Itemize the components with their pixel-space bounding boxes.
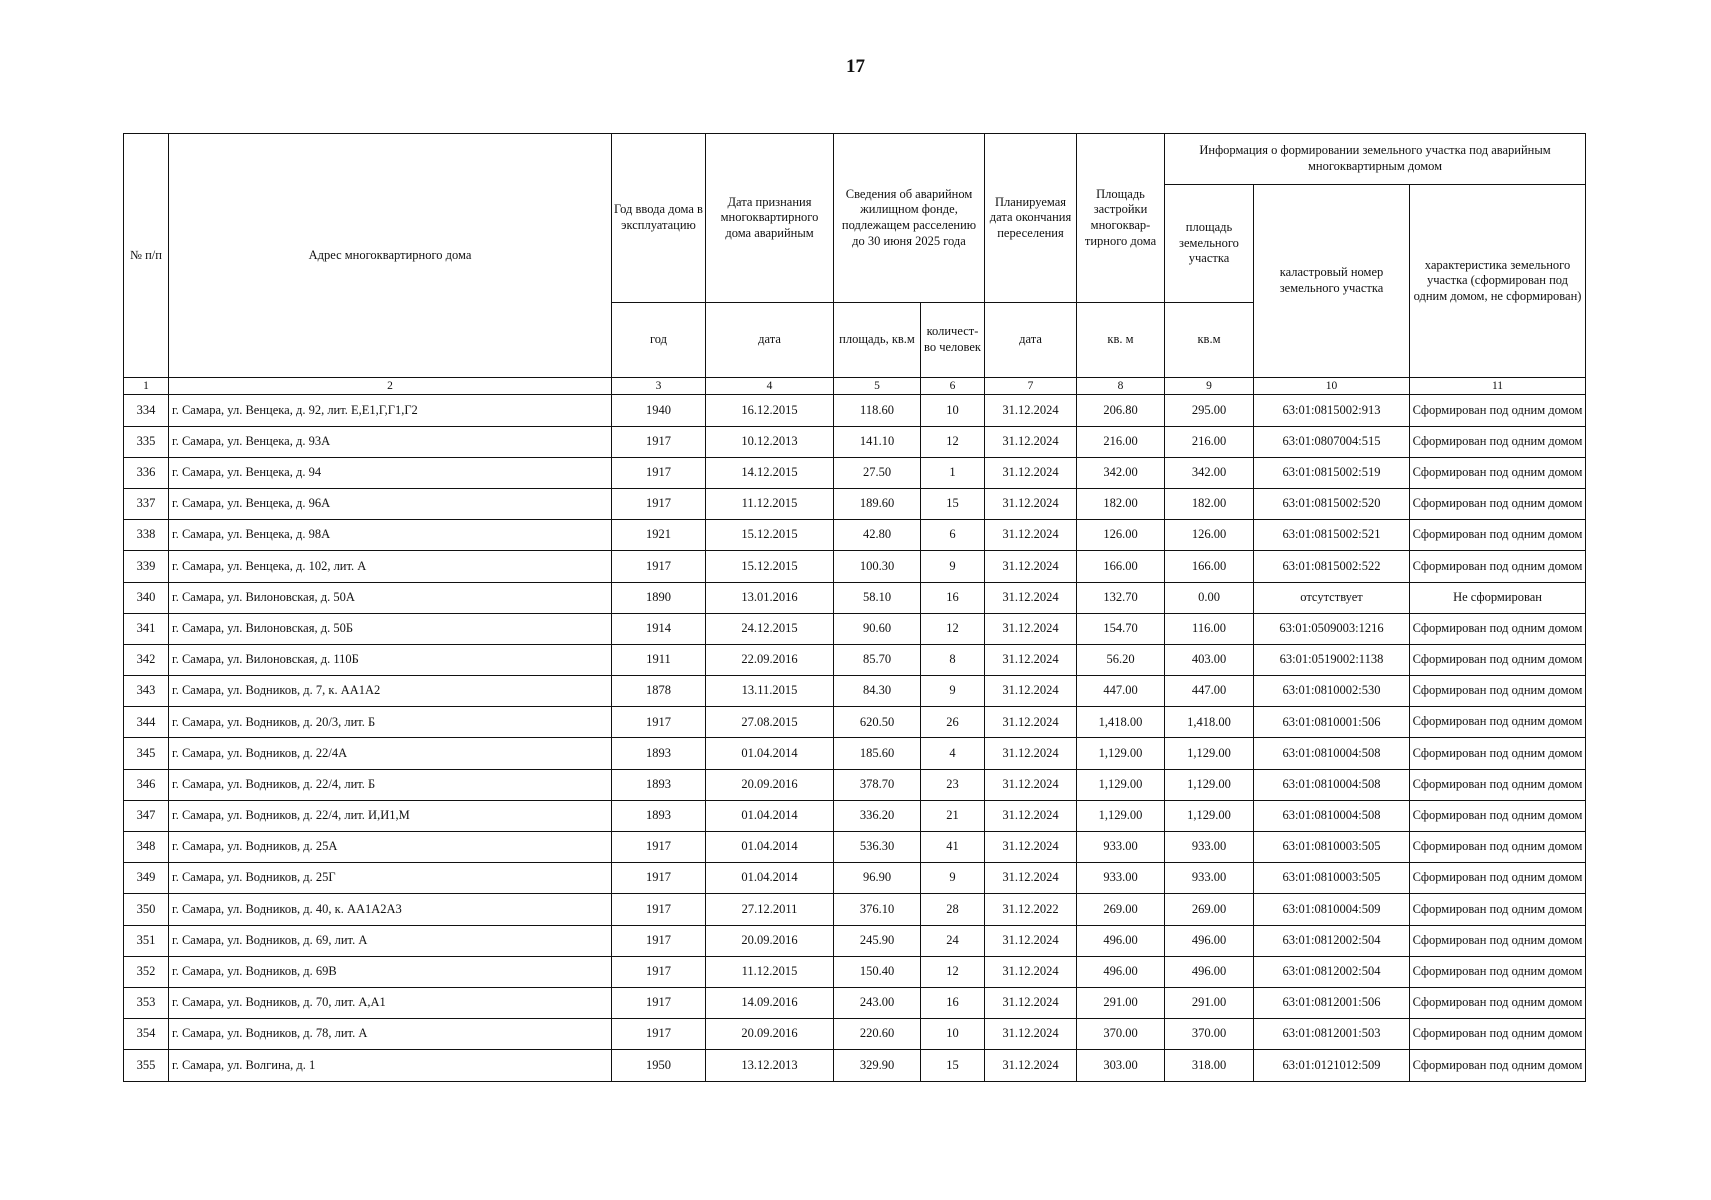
column-number: 2: [169, 378, 612, 395]
cell-land-status: Сформирован под одним домом: [1410, 832, 1586, 863]
cell-year-built: 1917: [612, 707, 706, 738]
cell-emergency-area: 58.10: [834, 582, 921, 613]
cell-land-status: Сформирован под одним домом: [1410, 426, 1586, 457]
cell-address: г. Самара, ул. Водников, д. 70, лит. А,А1: [169, 987, 612, 1018]
cell-land-status: Сформирован под одним домом: [1410, 956, 1586, 987]
cell-land-status: Сформирован под одним домом: [1410, 800, 1586, 831]
cell-recognition-date: 27.08.2015: [706, 707, 834, 738]
cell-cadastral-number: 63:01:0810001:506: [1254, 707, 1410, 738]
cell-emergency-area: 141.10: [834, 426, 921, 457]
cell-year-built: 1917: [612, 551, 706, 582]
cell-planned-date: 31.12.2024: [985, 956, 1077, 987]
cell-recognition-date: 11.12.2015: [706, 488, 834, 519]
cell-people-count: 9: [921, 863, 985, 894]
cell-year-built: 1917: [612, 987, 706, 1018]
cell-land-status: Сформирован под одним домом: [1410, 1019, 1586, 1050]
cell-building-area: 933.00: [1077, 832, 1165, 863]
cell-emergency-area: 96.90: [834, 863, 921, 894]
cell-address: г. Самара, ул. Водников, д. 25Г: [169, 863, 612, 894]
cell-row-number: 342: [124, 644, 169, 675]
cell-address: г. Самара, ул. Водников, д. 22/4, лит. Б: [169, 769, 612, 800]
cell-year-built: 1917: [612, 488, 706, 519]
cell-planned-date: 31.12.2024: [985, 457, 1077, 488]
cell-cadastral-number: 63:01:0815002:913: [1254, 395, 1410, 426]
cell-year-built: 1917: [612, 426, 706, 457]
table-row: [124, 457, 1586, 488]
cell-building-area: 1,129.00: [1077, 800, 1165, 831]
cell-cadastral-number: 63:01:0815002:521: [1254, 520, 1410, 551]
cell-building-area: 182.00: [1077, 488, 1165, 519]
cell-recognition-date: 10.12.2013: [706, 426, 834, 457]
cell-emergency-area: 150.40: [834, 956, 921, 987]
column-number: 11: [1410, 378, 1586, 395]
cell-row-number: 348: [124, 832, 169, 863]
cell-emergency-area: 620.50: [834, 707, 921, 738]
cell-land-status: Сформирован под одним домом: [1410, 738, 1586, 769]
cell-address: г. Самара, ул. Венцека, д. 94: [169, 457, 612, 488]
cell-emergency-area: 220.60: [834, 1019, 921, 1050]
emergency-housing-table: [123, 133, 1586, 1082]
cell-planned-date: 31.12.2024: [985, 863, 1077, 894]
cell-land-status: Сформирован под одним домом: [1410, 987, 1586, 1018]
cell-land-status: Сформирован под одним домом: [1410, 395, 1586, 426]
cell-emergency-area: 336.20: [834, 800, 921, 831]
cell-row-number: 353: [124, 987, 169, 1018]
cell-cadastral-number: 63:01:0509003:1216: [1254, 613, 1410, 644]
cell-row-number: 346: [124, 769, 169, 800]
cell-recognition-date: 16.12.2015: [706, 395, 834, 426]
cell-address: г. Самара, ул. Вилоновская, д. 50Б: [169, 613, 612, 644]
cell-address: г. Самара, ул. Вилоновская, д. 50А: [169, 582, 612, 613]
cell-land-status: Сформирован под одним домом: [1410, 488, 1586, 519]
header-land-status: характеристика земельного участка (сформирован под одним домом, не сформирован): [1410, 185, 1586, 378]
header-address: Адрес многоквартирного дома: [169, 134, 612, 378]
cell-land-area: 403.00: [1165, 644, 1254, 675]
cell-row-number: 336: [124, 457, 169, 488]
cell-people-count: 16: [921, 987, 985, 1018]
cell-land-area: 342.00: [1165, 457, 1254, 488]
cell-emergency-area: 185.60: [834, 738, 921, 769]
cell-land-area: 318.00: [1165, 1050, 1254, 1081]
cell-people-count: 24: [921, 925, 985, 956]
cell-row-number: 337: [124, 488, 169, 519]
cell-planned-date: 31.12.2024: [985, 800, 1077, 831]
cell-recognition-date: 11.12.2015: [706, 956, 834, 987]
cell-land-status: Сформирован под одним домом: [1410, 551, 1586, 582]
cell-land-status: Не сформирован: [1410, 582, 1586, 613]
cell-cadastral-number: 63:01:0519002:1138: [1254, 644, 1410, 675]
table-row: [124, 956, 1586, 987]
cell-year-built: 1950: [612, 1050, 706, 1081]
cell-land-status: Сформирован под одним домом: [1410, 707, 1586, 738]
cell-row-number: 354: [124, 1019, 169, 1050]
table-row: [124, 395, 1586, 426]
cell-recognition-date: 13.11.2015: [706, 676, 834, 707]
cell-cadastral-number: 63:01:0812001:503: [1254, 1019, 1410, 1050]
column-number: 3: [612, 378, 706, 395]
table-row: [124, 613, 1586, 644]
cell-recognition-date: 14.09.2016: [706, 987, 834, 1018]
cell-cadastral-number: 63:01:0815002:519: [1254, 457, 1410, 488]
cell-planned-date: 31.12.2024: [985, 520, 1077, 551]
cell-land-status: Сформирован под одним домом: [1410, 863, 1586, 894]
cell-building-area: 154.70: [1077, 613, 1165, 644]
cell-land-status: Сформирован под одним домом: [1410, 769, 1586, 800]
cell-year-built: 1917: [612, 894, 706, 925]
cell-recognition-date: 13.12.2013: [706, 1050, 834, 1081]
cell-row-number: 334: [124, 395, 169, 426]
cell-planned-date: 31.12.2022: [985, 894, 1077, 925]
cell-row-number: 340: [124, 582, 169, 613]
cell-planned-date: 31.12.2024: [985, 644, 1077, 675]
cell-emergency-area: 84.30: [834, 676, 921, 707]
cell-building-area: 496.00: [1077, 956, 1165, 987]
cell-address: г. Самара, ул. Водников, д. 25А: [169, 832, 612, 863]
cell-row-number: 351: [124, 925, 169, 956]
table-row: [124, 894, 1586, 925]
table-row: [124, 769, 1586, 800]
cell-building-area: 132.70: [1077, 582, 1165, 613]
cell-land-status: Сформирован под одним домом: [1410, 1050, 1586, 1081]
unit-land-sqm: кв.м: [1165, 303, 1254, 378]
cell-address: г. Самара, ул. Венцека, д. 98А: [169, 520, 612, 551]
cell-emergency-area: 90.60: [834, 613, 921, 644]
cell-recognition-date: 22.09.2016: [706, 644, 834, 675]
cell-address: г. Самара, ул. Венцека, д. 96А: [169, 488, 612, 519]
cell-land-status: Сформирован под одним домом: [1410, 613, 1586, 644]
cell-land-area: 933.00: [1165, 832, 1254, 863]
unit-planned-date: дата: [985, 303, 1077, 378]
cell-people-count: 12: [921, 613, 985, 644]
cell-recognition-date: 01.04.2014: [706, 832, 834, 863]
cell-emergency-area: 27.50: [834, 457, 921, 488]
cell-recognition-date: 01.04.2014: [706, 863, 834, 894]
cell-land-area: 216.00: [1165, 426, 1254, 457]
cell-people-count: 6: [921, 520, 985, 551]
table-row: [124, 1019, 1586, 1050]
cell-people-count: 10: [921, 1019, 985, 1050]
cell-people-count: 16: [921, 582, 985, 613]
cell-cadastral-number: 63:01:0810004:508: [1254, 769, 1410, 800]
cell-address: г. Самара, ул. Водников, д. 40, к. АА1А2А3: [169, 894, 612, 925]
cell-building-area: 1,129.00: [1077, 769, 1165, 800]
cell-land-area: 295.00: [1165, 395, 1254, 426]
table-row: [124, 863, 1586, 894]
cell-year-built: 1893: [612, 738, 706, 769]
cell-recognition-date: 20.09.2016: [706, 769, 834, 800]
column-number: 6: [921, 378, 985, 395]
cell-year-built: 1940: [612, 395, 706, 426]
cell-row-number: 344: [124, 707, 169, 738]
cell-recognition-date: 24.12.2015: [706, 613, 834, 644]
cell-emergency-area: 189.60: [834, 488, 921, 519]
table-row: [124, 987, 1586, 1018]
cell-land-area: 1,129.00: [1165, 769, 1254, 800]
cell-building-area: 166.00: [1077, 551, 1165, 582]
cell-address: г. Самара, ул. Водников, д. 69В: [169, 956, 612, 987]
cell-row-number: 345: [124, 738, 169, 769]
cell-address: г. Самара, ул. Вилоновская, д. 110Б: [169, 644, 612, 675]
table-row: [124, 1050, 1586, 1081]
cell-building-area: 126.00: [1077, 520, 1165, 551]
cell-year-built: 1893: [612, 769, 706, 800]
cell-planned-date: 31.12.2024: [985, 582, 1077, 613]
cell-row-number: 343: [124, 676, 169, 707]
table-row: [124, 925, 1586, 956]
table-row: [124, 832, 1586, 863]
cell-row-number: 350: [124, 894, 169, 925]
cell-row-number: 347: [124, 800, 169, 831]
cell-people-count: 23: [921, 769, 985, 800]
cell-year-built: 1917: [612, 956, 706, 987]
cell-recognition-date: 14.12.2015: [706, 457, 834, 488]
unit-year: год: [612, 303, 706, 378]
cell-land-area: 0.00: [1165, 582, 1254, 613]
cell-emergency-area: 42.80: [834, 520, 921, 551]
cell-address: г. Самара, ул. Водников, д. 7, к. АА1А2: [169, 676, 612, 707]
cell-land-area: 370.00: [1165, 1019, 1254, 1050]
header-building-area: Площадь застройки многоквар-тирного дома: [1077, 134, 1165, 303]
unit-area: площадь, кв.м: [834, 303, 921, 378]
header-land-info: Информация о формировании земельного участка под аварийным многоквартирным домом: [1165, 134, 1586, 185]
cell-row-number: 352: [124, 956, 169, 987]
cell-building-area: 496.00: [1077, 925, 1165, 956]
cell-recognition-date: 20.09.2016: [706, 1019, 834, 1050]
header-recognition-date: Дата признания многоквартирного дома аварийным: [706, 134, 834, 303]
cell-row-number: 355: [124, 1050, 169, 1081]
header-no: № п/п: [124, 134, 169, 378]
cell-emergency-area: 100.30: [834, 551, 921, 582]
cell-emergency-area: 378.70: [834, 769, 921, 800]
table-row: [124, 676, 1586, 707]
table-row: [124, 520, 1586, 551]
cell-land-area: 496.00: [1165, 925, 1254, 956]
cell-row-number: 339: [124, 551, 169, 582]
cell-address: г. Самара, ул. Водников, д. 22/4, лит. И,И1,М: [169, 800, 612, 831]
cell-year-built: 1917: [612, 457, 706, 488]
cell-land-area: 291.00: [1165, 987, 1254, 1018]
cell-people-count: 15: [921, 488, 985, 519]
cell-planned-date: 31.12.2024: [985, 987, 1077, 1018]
cell-land-area: 182.00: [1165, 488, 1254, 519]
table-row: [124, 800, 1586, 831]
table-row: [124, 551, 1586, 582]
cell-address: г. Самара, ул. Водников, д. 78, лит. А: [169, 1019, 612, 1050]
cell-land-area: 496.00: [1165, 956, 1254, 987]
cell-land-status: Сформирован под одним домом: [1410, 457, 1586, 488]
cell-building-area: 56.20: [1077, 644, 1165, 675]
cell-planned-date: 31.12.2024: [985, 488, 1077, 519]
cell-emergency-area: 118.60: [834, 395, 921, 426]
cell-recognition-date: 01.04.2014: [706, 738, 834, 769]
cell-land-area: 126.00: [1165, 520, 1254, 551]
column-number: 8: [1077, 378, 1165, 395]
column-number: 9: [1165, 378, 1254, 395]
cell-building-area: 291.00: [1077, 987, 1165, 1018]
table-row: [124, 644, 1586, 675]
cell-year-built: 1917: [612, 863, 706, 894]
cell-year-built: 1917: [612, 925, 706, 956]
cell-people-count: 41: [921, 832, 985, 863]
cell-people-count: 12: [921, 426, 985, 457]
cell-cadastral-number: 63:01:0810004:509: [1254, 894, 1410, 925]
cell-planned-date: 31.12.2024: [985, 1050, 1077, 1081]
column-number: 4: [706, 378, 834, 395]
cell-cadastral-number: 63:01:0121012:509: [1254, 1050, 1410, 1081]
cell-recognition-date: 15.12.2015: [706, 520, 834, 551]
cell-emergency-area: 85.70: [834, 644, 921, 675]
cell-cadastral-number: 63:01:0810003:505: [1254, 832, 1410, 863]
cell-row-number: 335: [124, 426, 169, 457]
cell-planned-date: 31.12.2024: [985, 769, 1077, 800]
cell-building-area: 269.00: [1077, 894, 1165, 925]
cell-cadastral-number: 63:01:0812002:504: [1254, 956, 1410, 987]
table-body: [124, 395, 1586, 1081]
cell-cadastral-number: 63:01:0810004:508: [1254, 738, 1410, 769]
cell-cadastral-number: 63:01:0810002:530: [1254, 676, 1410, 707]
cell-address: г. Самара, ул. Водников, д. 22/4А: [169, 738, 612, 769]
unit-people: количест-во человек: [921, 303, 985, 378]
cell-emergency-area: 245.90: [834, 925, 921, 956]
header-planned-date: Планируемая дата окончания переселения: [985, 134, 1077, 303]
cell-cadastral-number: 63:01:0815002:520: [1254, 488, 1410, 519]
cell-building-area: 933.00: [1077, 863, 1165, 894]
cell-planned-date: 31.12.2024: [985, 738, 1077, 769]
table-row: [124, 738, 1586, 769]
cell-land-area: 116.00: [1165, 613, 1254, 644]
cell-row-number: 349: [124, 863, 169, 894]
cell-planned-date: 31.12.2024: [985, 925, 1077, 956]
cell-emergency-area: 536.30: [834, 832, 921, 863]
cell-recognition-date: 27.12.2011: [706, 894, 834, 925]
cell-address: г. Самара, ул. Водников, д. 20/3, лит. Б: [169, 707, 612, 738]
cell-building-area: 1,418.00: [1077, 707, 1165, 738]
cell-people-count: 26: [921, 707, 985, 738]
cell-land-status: Сформирован под одним домом: [1410, 676, 1586, 707]
cell-people-count: 4: [921, 738, 985, 769]
cell-people-count: 9: [921, 551, 985, 582]
table-row: [124, 488, 1586, 519]
header-emergency-fund: Сведения об аварийном жилищном фонде, подлежащем расселению до 30 июня 2025 года: [834, 134, 985, 303]
table-row: [124, 582, 1586, 613]
cell-land-area: 1,418.00: [1165, 707, 1254, 738]
cell-land-status: Сформирован под одним домом: [1410, 520, 1586, 551]
cell-people-count: 9: [921, 676, 985, 707]
cell-people-count: 28: [921, 894, 985, 925]
cell-planned-date: 31.12.2024: [985, 426, 1077, 457]
cell-address: г. Самара, ул. Волгина, д. 1: [169, 1050, 612, 1081]
cell-cadastral-number: 63:01:0810003:505: [1254, 863, 1410, 894]
table-row: [124, 426, 1586, 457]
cell-land-status: Сформирован под одним домом: [1410, 925, 1586, 956]
cell-recognition-date: 15.12.2015: [706, 551, 834, 582]
cell-building-area: 342.00: [1077, 457, 1165, 488]
cell-land-area: 269.00: [1165, 894, 1254, 925]
cell-planned-date: 31.12.2024: [985, 676, 1077, 707]
cell-planned-date: 31.12.2024: [985, 707, 1077, 738]
cell-cadastral-number: отсутствует: [1254, 582, 1410, 613]
column-number: 7: [985, 378, 1077, 395]
cell-year-built: 1917: [612, 1019, 706, 1050]
table-header: [124, 134, 1586, 395]
column-number: 1: [124, 378, 169, 395]
cell-land-status: Сформирован под одним домом: [1410, 894, 1586, 925]
cell-people-count: 10: [921, 395, 985, 426]
cell-land-area: 1,129.00: [1165, 800, 1254, 831]
cell-building-area: 303.00: [1077, 1050, 1165, 1081]
cell-people-count: 21: [921, 800, 985, 831]
cell-year-built: 1914: [612, 613, 706, 644]
cell-address: г. Самара, ул. Венцека, д. 93А: [169, 426, 612, 457]
cell-land-area: 447.00: [1165, 676, 1254, 707]
header-year-built: Год ввода дома в эксплуатацию: [612, 134, 706, 303]
column-numbers-row: [124, 378, 1586, 395]
column-number: 10: [1254, 378, 1410, 395]
table-row: [124, 707, 1586, 738]
cell-building-area: 206.80: [1077, 395, 1165, 426]
cell-row-number: 341: [124, 613, 169, 644]
cell-address: г. Самара, ул. Венцека, д. 102, лит. А: [169, 551, 612, 582]
cell-planned-date: 31.12.2024: [985, 613, 1077, 644]
cell-year-built: 1921: [612, 520, 706, 551]
cell-address: г. Самара, ул. Венцека, д. 92, лит. Е,Е1,Г,Г1,Г2: [169, 395, 612, 426]
unit-building-sqm: кв. м: [1077, 303, 1165, 378]
cell-people-count: 15: [921, 1050, 985, 1081]
cell-people-count: 12: [921, 956, 985, 987]
cell-cadastral-number: 63:01:0815002:522: [1254, 551, 1410, 582]
cell-planned-date: 31.12.2024: [985, 395, 1077, 426]
cell-cadastral-number: 63:01:0812002:504: [1254, 925, 1410, 956]
cell-planned-date: 31.12.2024: [985, 1019, 1077, 1050]
cell-people-count: 8: [921, 644, 985, 675]
cell-land-area: 933.00: [1165, 863, 1254, 894]
cell-building-area: 1,129.00: [1077, 738, 1165, 769]
cell-people-count: 1: [921, 457, 985, 488]
cell-planned-date: 31.12.2024: [985, 832, 1077, 863]
cell-building-area: 447.00: [1077, 676, 1165, 707]
page-number: 17: [846, 56, 865, 77]
cell-emergency-area: 243.00: [834, 987, 921, 1018]
cell-building-area: 216.00: [1077, 426, 1165, 457]
cell-recognition-date: 01.04.2014: [706, 800, 834, 831]
cell-cadastral-number: 63:01:0810004:508: [1254, 800, 1410, 831]
cell-emergency-area: 376.10: [834, 894, 921, 925]
header-land-area: площадь земельного участка: [1165, 185, 1254, 303]
cell-cadastral-number: 63:01:0807004:515: [1254, 426, 1410, 457]
cell-planned-date: 31.12.2024: [985, 551, 1077, 582]
cell-land-area: 1,129.00: [1165, 738, 1254, 769]
unit-date: дата: [706, 303, 834, 378]
header-cadastral: каластровый номер земельного участка: [1254, 185, 1410, 378]
cell-year-built: 1878: [612, 676, 706, 707]
cell-year-built: 1890: [612, 582, 706, 613]
column-number: 5: [834, 378, 921, 395]
cell-year-built: 1917: [612, 832, 706, 863]
cell-row-number: 338: [124, 520, 169, 551]
cell-year-built: 1911: [612, 644, 706, 675]
cell-building-area: 370.00: [1077, 1019, 1165, 1050]
cell-year-built: 1893: [612, 800, 706, 831]
cell-recognition-date: 20.09.2016: [706, 925, 834, 956]
cell-land-area: 166.00: [1165, 551, 1254, 582]
cell-address: г. Самара, ул. Водников, д. 69, лит. А: [169, 925, 612, 956]
cell-land-status: Сформирован под одним домом: [1410, 644, 1586, 675]
cell-emergency-area: 329.90: [834, 1050, 921, 1081]
cell-cadastral-number: 63:01:0812001:506: [1254, 987, 1410, 1018]
cell-recognition-date: 13.01.2016: [706, 582, 834, 613]
